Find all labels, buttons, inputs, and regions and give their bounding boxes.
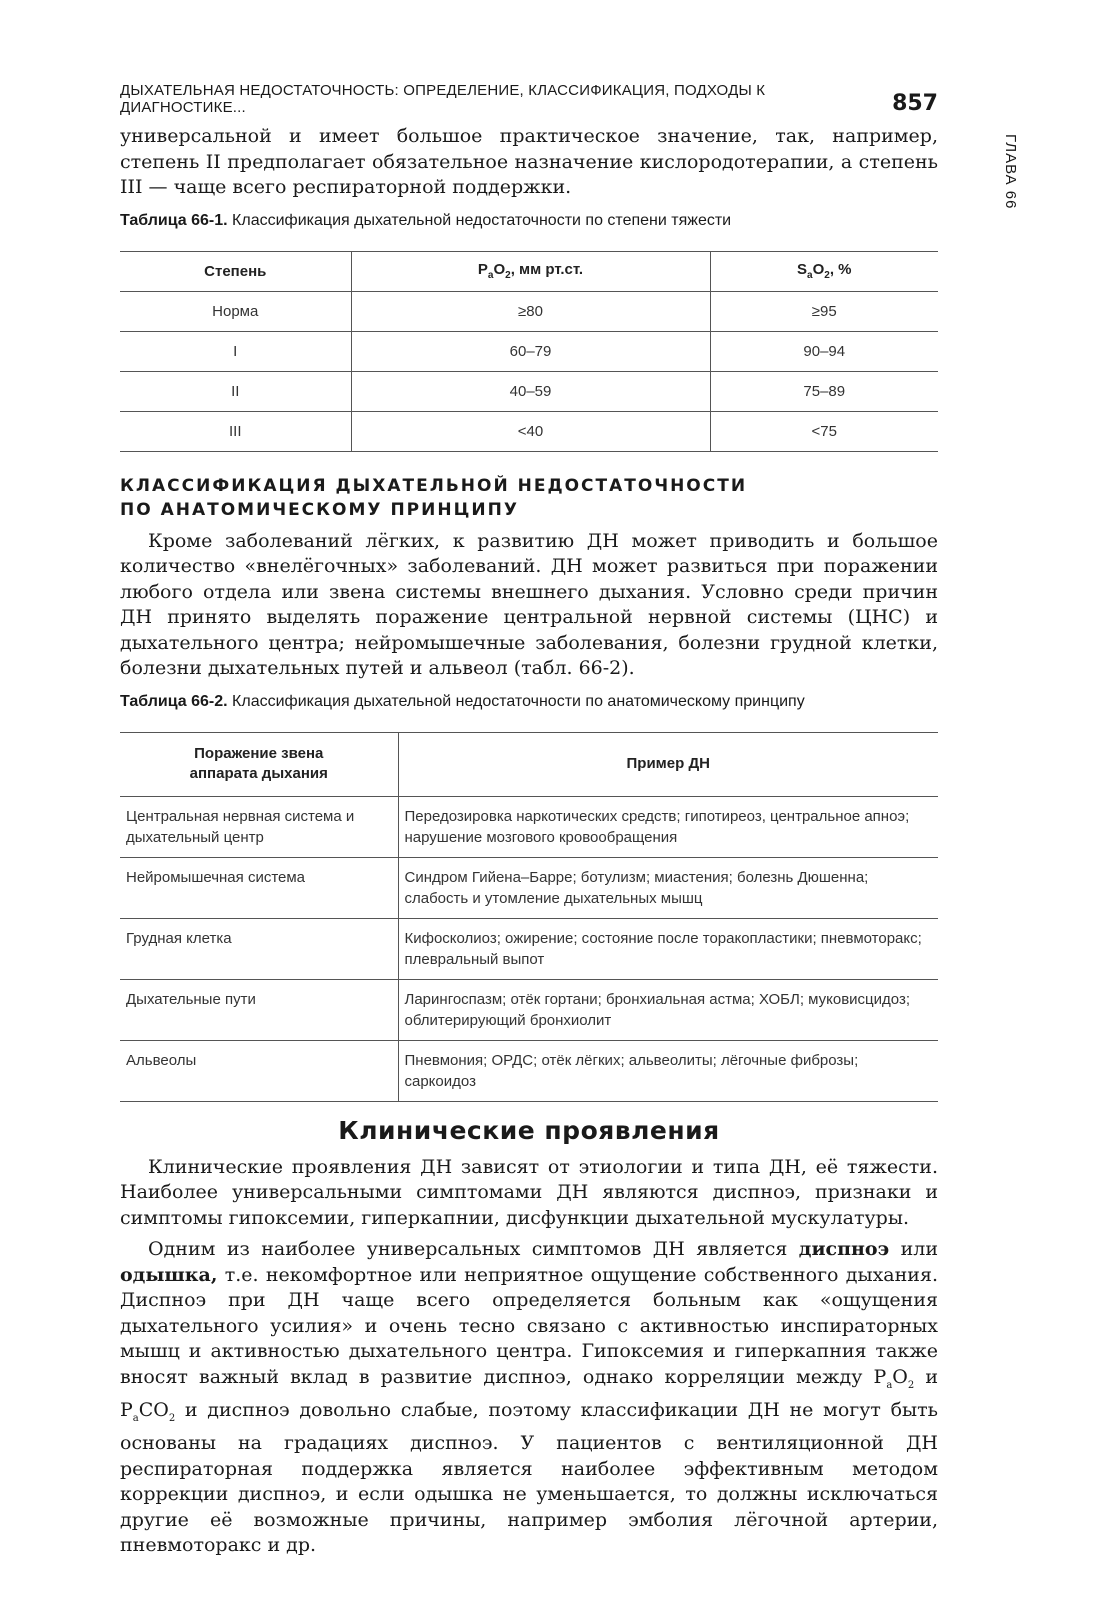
col-sao2-header: $S_aO_2$, % xyxy=(710,251,938,291)
table2-caption-label: Таблица 66-2. xyxy=(120,692,228,710)
clinical-paragraph-1: Клинические проявления ДН зависят от этиологии и типа ДН, её тяжести. Наиболее универсальными симптомами ДН являются диспноэ, признаки и симптомы гипоксемии, гиперкапнии, дисфункции дыхательной мускулатуры. xyxy=(120,1155,938,1229)
table-row xyxy=(120,291,938,331)
page-content xyxy=(120,84,938,1559)
sao2-cell: 90–94 xyxy=(710,331,938,371)
running-title: ДЫХАТЕЛЬНАЯ НЕДОСТАТОЧНОСТЬ: ОПРЕДЕЛЕНИЕ, КЛАССИФИКАЦИЯ, ПОДХОДЫ К ДИАГНОСТИКЕ... xyxy=(120,82,766,116)
level-cell: Дыхательные пути xyxy=(120,979,398,1040)
paco2-symbol: $P_aCO_2$ xyxy=(120,1398,176,1424)
table-header-row xyxy=(120,251,938,291)
severity-table xyxy=(120,251,938,452)
level-cell: Нейромышечная система xyxy=(120,857,398,918)
col-example-header: Пример ДН xyxy=(398,732,938,796)
sao2-cell: ≥95 xyxy=(710,291,938,331)
example-cell: Передозировка наркотических средств; гипотиреоз, центральное апноэ; нарушение мозгового кровообращения xyxy=(398,796,938,857)
table2-caption-text: Классификация дыхательной недостаточности по анатомическому принципу xyxy=(227,692,805,710)
col-pao2-header: $P_aO_2$, мм рт.ст. xyxy=(351,251,710,291)
degree-cell: III xyxy=(120,411,351,451)
sao2-cell: 75–89 xyxy=(710,371,938,411)
example-cell: Пневмония; ОРДС; отёк лёгких; альвеолиты; лёгочные фиброзы; саркоидоз xyxy=(398,1040,938,1101)
degree-cell: I xyxy=(120,331,351,371)
table-row xyxy=(120,331,938,371)
col-degree-header: Степень xyxy=(120,251,351,291)
degree-cell: II xyxy=(120,371,351,411)
level-cell: Центральная нервная система и дыхательный центр xyxy=(120,796,398,857)
table1-caption-label: Таблица 66-1. xyxy=(120,211,228,229)
section-heading-line2: ПО АНАТОМИЧЕСКОМУ ПРИНЦИПУ xyxy=(120,499,519,520)
anatomic-table xyxy=(120,732,938,1102)
sao2-cell: <75 xyxy=(710,411,938,451)
table-row xyxy=(120,371,938,411)
intro-paragraph: универсальной и имеет большое практическое значение, так, например, степень II предполагает обязательное назначение кислородотерапии, а степень III — чаще всего респираторной поддержки. xyxy=(120,125,938,198)
example-cell: Ларингоспазм; отёк гортани; бронхиальная астма; ХОБЛ; муковисцидоз; облитерирующий бронхиолит xyxy=(398,979,938,1040)
section-heading-line1: КЛАССИФИКАЦИЯ ДЫХАТЕЛЬНОЙ НЕДОСТАТОЧНОСТИ xyxy=(120,475,748,496)
example-cell: Кифосколиоз; ожирение; состояние после торакопластики; пневмоторакс; плевральный выпот xyxy=(398,918,938,979)
pao2-cell: ≥80 xyxy=(351,291,710,331)
degree-cell: Норма xyxy=(120,291,351,331)
level-cell: Альвеолы xyxy=(120,1040,398,1101)
table-row xyxy=(120,796,938,857)
page-number: 857 xyxy=(892,91,938,116)
table1-caption-text: Классификация дыхательной недостаточности по степени тяжести xyxy=(227,211,732,229)
pao2-cell: 40–59 xyxy=(351,371,710,411)
section-heading-anatomic xyxy=(120,474,938,522)
anatomic-paragraph: Кроме заболеваний лёгких, к развитию ДН может приводить и большое количество «внелёгочных» заболеваний. ДН может развиться при поражении любого отдела или звена системы внешнего дыхания. Условно среди причин ДН принято выделять поражение центральной нервной системы (ЦНС) и дыхательного центра; нейромышечные заболевания, болезни грудной клетки, болезни дыхательных путей и альвеол (табл. 66-2). xyxy=(120,529,938,679)
table-row xyxy=(120,411,938,451)
example-cell: Синдром Гийена–Барре; ботулизм; миастения; болезнь Дюшенна; слабость и утомление дыхательных мышц xyxy=(398,857,938,918)
table-header-row xyxy=(120,732,938,796)
clinical-heading: Клинические проявления xyxy=(338,1115,720,1145)
table-row xyxy=(120,918,938,979)
table-row xyxy=(120,1040,938,1101)
chapter-side-tab: ГЛАВА 66 xyxy=(1002,134,1019,210)
term-dyspnea: диспноэ xyxy=(798,1238,890,1260)
level-cell: Грудная клетка xyxy=(120,918,398,979)
term-odyshka: одышка, xyxy=(120,1263,218,1286)
page-header xyxy=(120,84,938,116)
table-row xyxy=(120,979,938,1040)
pao2-cell: 60–79 xyxy=(351,331,710,371)
table1-caption xyxy=(120,212,938,230)
table2-caption xyxy=(120,693,938,711)
pao2-cell: <40 xyxy=(351,411,710,451)
col-level-header: Поражение звена аппарата дыхания xyxy=(120,732,398,796)
pao2-symbol: $P_aO_2$ xyxy=(873,1365,915,1391)
clinical-paragraph-2: Одним из наиболее универсальных симптомов ДН является диспноэ или одышка, т.е. некомфортное или неприятное ощущение собственного дыхания. Диспноэ при ДН чаще всего определяется больным как «ощущения дыхательного усилия» и очень тесно связано с активностью инспираторных мышц и активностью дыхательного центра. Гипоксемия и гиперкапния также вносят важный вклад в развитие диспноэ, однако корреляции между $P_aO_2$ и $P_aCO_2$ и диспноэ довольно слабые, поэтому классификации ДН не могут быть основаны на градациях диспноэ. У пациентов с вентиляционной ДН респираторная поддержка является наиболее эффективным методом коррекции диспноэ, и если одышка не уменьшается, то должны исключаться другие её возможные причины, например эмболия лёгочной артерии, пневмоторакс и др. xyxy=(120,1238,939,1557)
table-row xyxy=(120,857,938,918)
